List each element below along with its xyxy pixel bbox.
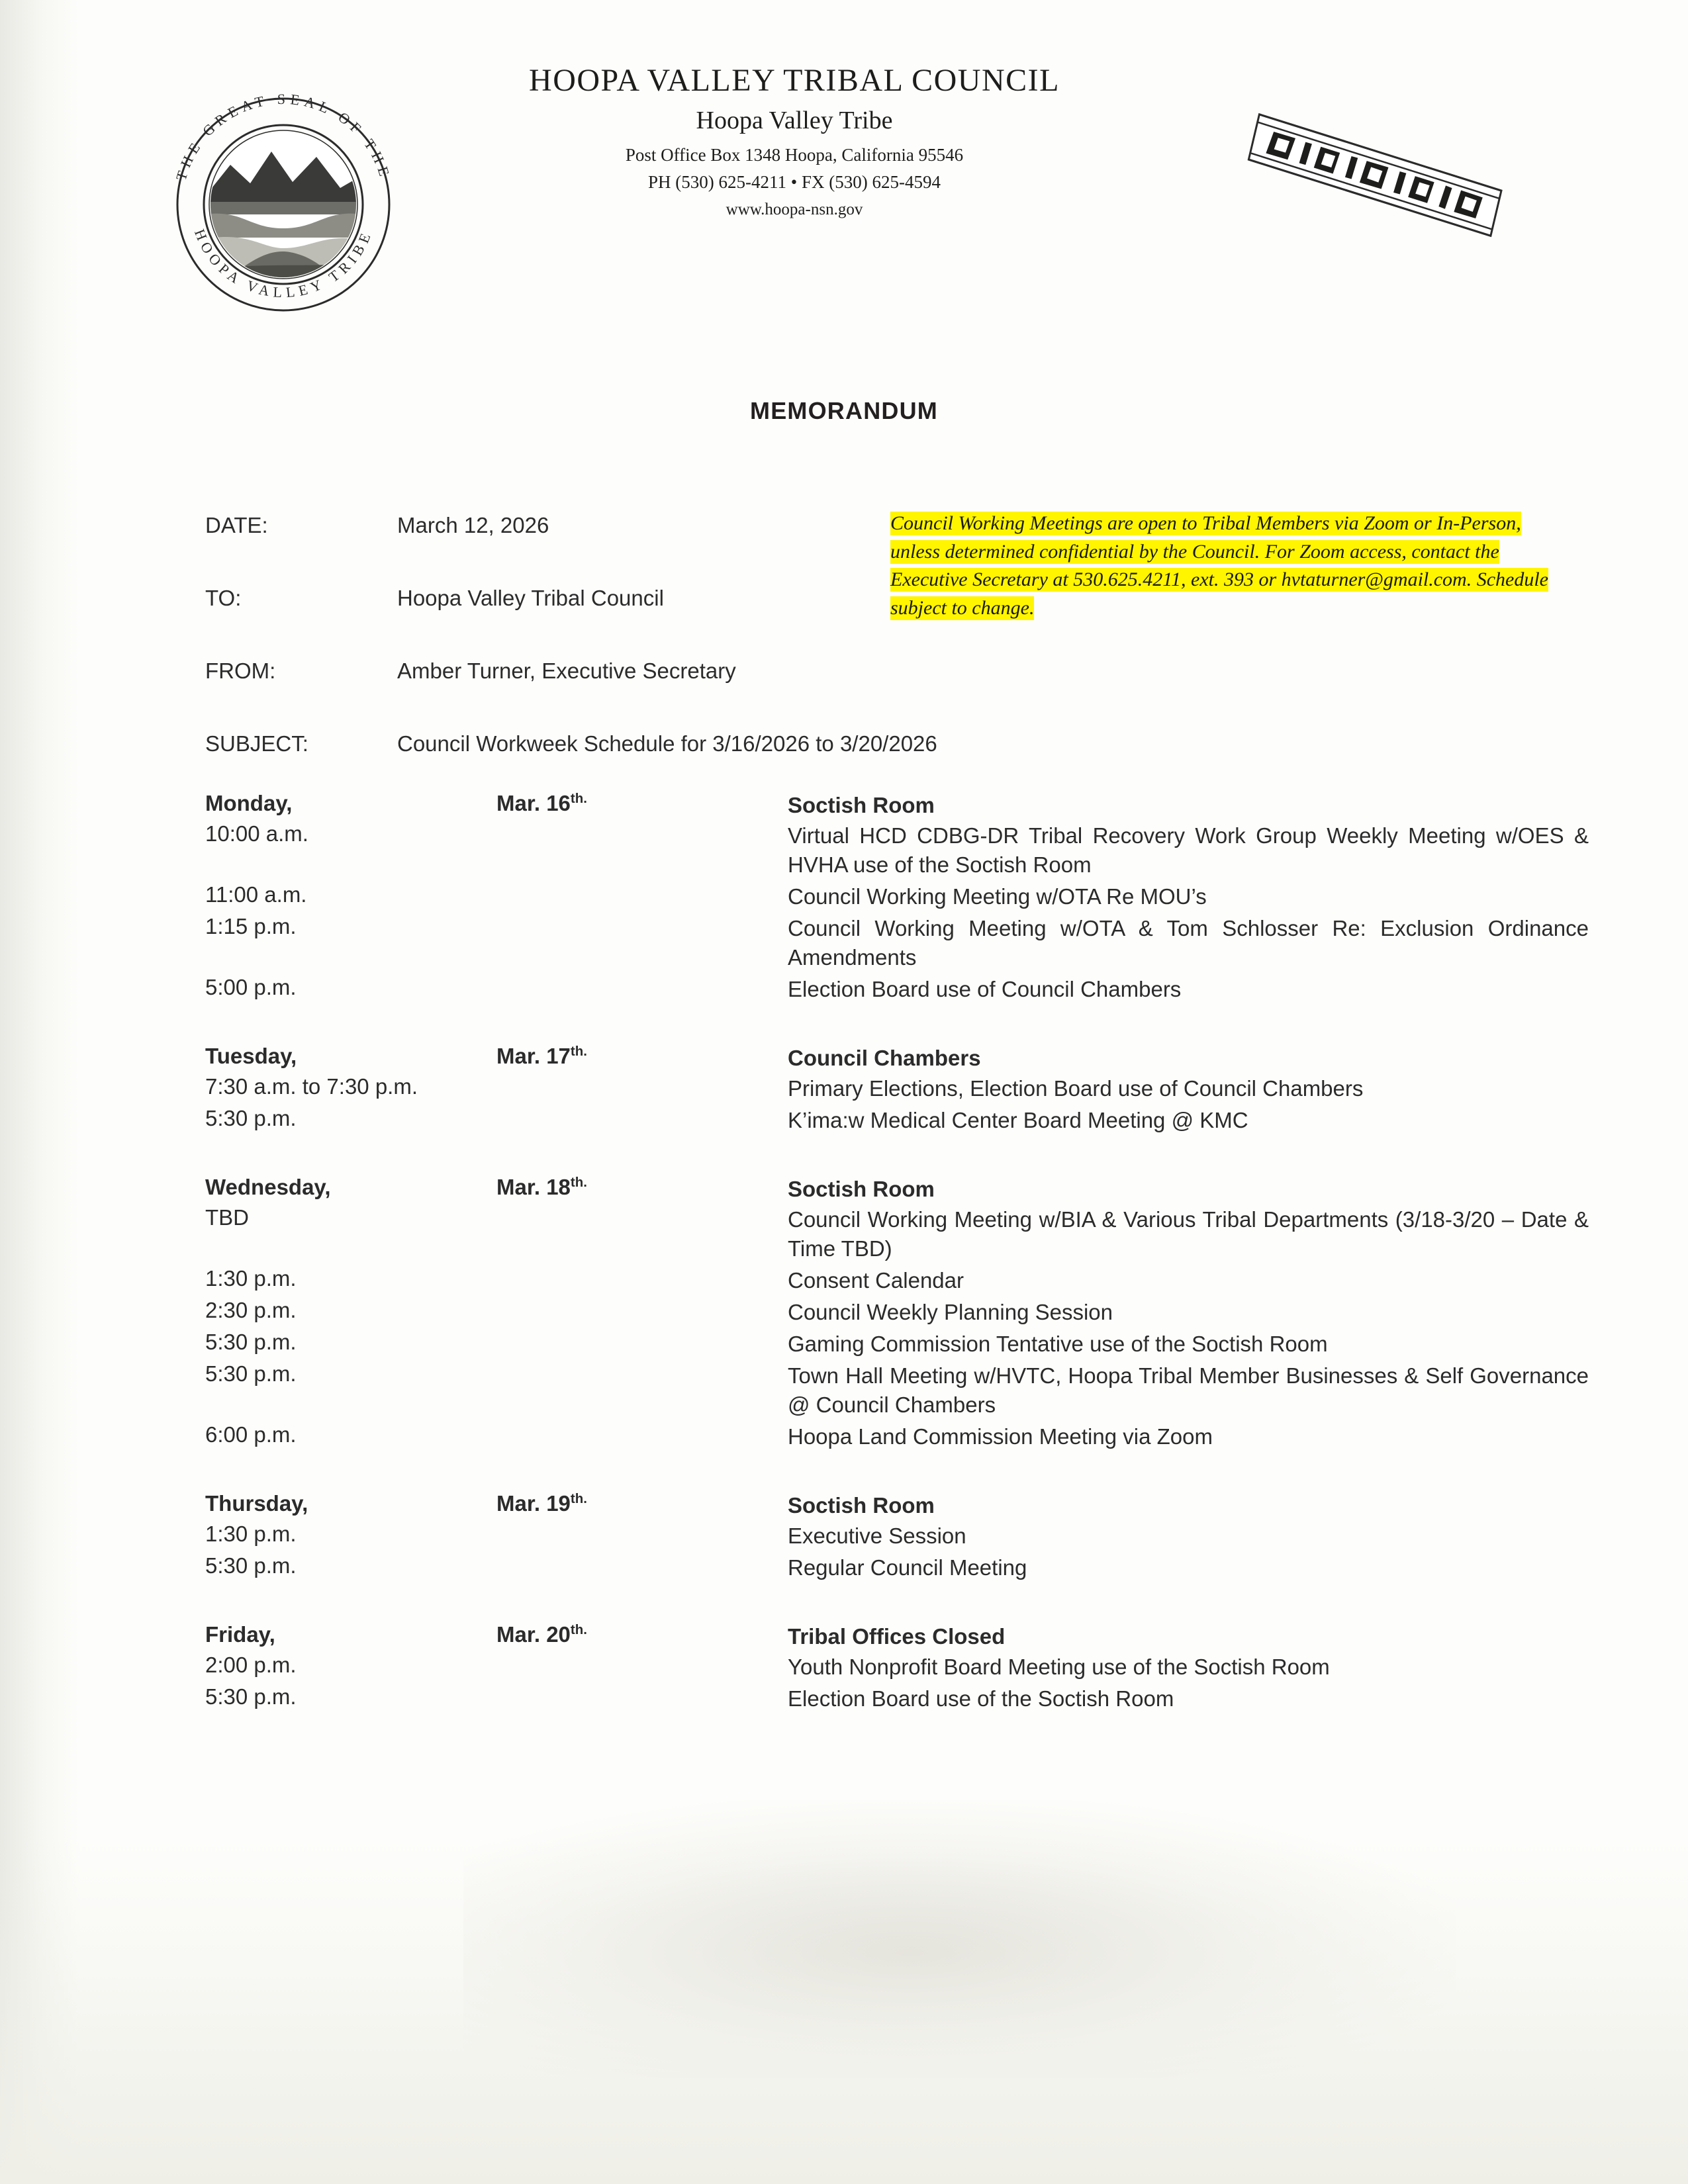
svg-text:THE GREAT SEAL OF THE: THE GREAT SEAL OF THE bbox=[172, 90, 395, 183]
entry-time: 1:30 p.m. bbox=[205, 1266, 297, 1291]
basket-design-icon bbox=[1238, 89, 1516, 255]
day-date: Mar. $20^{th.}$ bbox=[496, 1622, 587, 1647]
org-title: HOOPA VALLEY TRIBAL COUNCIL bbox=[529, 63, 1060, 98]
entry-time: 2:00 p.m. bbox=[205, 1653, 297, 1677]
entry-time: 5:30 p.m. bbox=[205, 1553, 297, 1578]
scan-shading-bottom bbox=[0, 1840, 1688, 2184]
entry-time: 2:30 p.m. bbox=[205, 1298, 297, 1322]
from-value: Amber Turner, Executive Secretary bbox=[397, 659, 736, 683]
day-name: Tuesday, bbox=[205, 1044, 297, 1068]
letterhead bbox=[0, 63, 1688, 301]
day-name: Monday, bbox=[205, 791, 293, 815]
entry-time: 11:00 a.m. bbox=[205, 882, 307, 907]
entry-time: 5:00 p.m. bbox=[205, 975, 297, 999]
entry-time: 1:30 p.m. bbox=[205, 1522, 297, 1546]
entry-description: Youth Nonprofit Board Meeting use of the Soctish Room bbox=[788, 1655, 1330, 1679]
entry-description: Town Hall Meeting w/HVTC, Hoopa Tribal Member Businesses & Self Governance @ Council Chambers bbox=[788, 1363, 1589, 1417]
entry-description: K’ima:w Medical Center Board Meeting @ KMC bbox=[788, 1108, 1248, 1132]
organization-block bbox=[463, 63, 1125, 219]
entry-time: 1:15 p.m. bbox=[205, 914, 297, 938]
entry-time: 7:30 a.m. to 7:30 p.m. bbox=[205, 1074, 418, 1099]
day-name: Friday, bbox=[205, 1622, 275, 1647]
day-date: Mar. $18^{th.}$ bbox=[496, 1175, 587, 1199]
subject-label: SUBJECT: bbox=[205, 731, 308, 756]
entry-time: TBD bbox=[205, 1205, 249, 1230]
entry-description: Virtual HCD CDBG-DR Tribal Recovery Work Group Weekly Meeting w/OES & HVHA use of the Soctish Room bbox=[788, 823, 1589, 877]
day-date: Mar. $19^{th.}$ bbox=[496, 1491, 587, 1516]
day-location: Soctish Room bbox=[788, 793, 935, 817]
entry-description: Council Working Meeting w/BIA & Various Tribal Departments (3/18-3/20 – Date & Time TBD) bbox=[788, 1207, 1589, 1261]
day-location: Soctish Room bbox=[788, 1493, 935, 1518]
day-location: Soctish Room bbox=[788, 1177, 935, 1201]
svg-text:HOOPA VALLEY TRIBE: HOOPA VALLEY TRIBE bbox=[191, 226, 375, 301]
entry-description: Election Board use of Council Chambers bbox=[788, 977, 1182, 1001]
subject-value: Council Workweek Schedule for 3/16/2026 to 3/20/2026 bbox=[397, 731, 937, 756]
entry-description: Council Working Meeting w/OTA & Tom Schlosser Re: Exclusion Ordinance Amendments bbox=[788, 916, 1589, 970]
entry-description: Consent Calendar bbox=[788, 1268, 964, 1293]
date-value: March 12, 2026 bbox=[397, 513, 549, 537]
from-label: FROM: bbox=[205, 659, 276, 683]
entry-time: 10:00 a.m. bbox=[205, 821, 308, 846]
day-location: Tribal Offices Closed bbox=[788, 1624, 1006, 1649]
entry-time: 5:30 p.m. bbox=[205, 1106, 297, 1130]
entry-description: Primary Elections, Election Board use of Council Chambers bbox=[788, 1076, 1364, 1101]
org-website: www.hoopa-nsn.gov bbox=[726, 201, 863, 219]
scan-smudge bbox=[463, 1800, 1456, 2078]
entry-description: Council Working Meeting w/OTA Re MOU’s bbox=[788, 884, 1207, 909]
scan-shading-left bbox=[0, 0, 79, 2184]
org-address: Post Office Box 1348 Hoopa, California 95546 bbox=[625, 145, 964, 165]
entry-description: Gaming Commission Tentative use of the Soctish Room bbox=[788, 1332, 1328, 1356]
entry-time: 6:00 p.m. bbox=[205, 1422, 297, 1447]
page-title: MEMORANDUM bbox=[750, 397, 938, 424]
day-date: Mar. $16^{th.}$ bbox=[496, 791, 587, 815]
day-name: Thursday, bbox=[205, 1491, 308, 1516]
entry-description: Regular Council Meeting bbox=[788, 1555, 1027, 1580]
entry-time: 5:30 p.m. bbox=[205, 1361, 297, 1386]
org-phone-fax: PH (530) 625-4211 • FX (530) 625-4594 bbox=[648, 171, 941, 192]
entry-description: Election Board use of the Soctish Room bbox=[788, 1686, 1174, 1711]
day-location: Council Chambers bbox=[788, 1046, 981, 1070]
tribal-seal-icon bbox=[151, 72, 416, 337]
highlighted-note bbox=[890, 510, 1552, 622]
highlighted-note-text: Council Working Meetings are open to Tribal Members via Zoom or In-Person, unless determined confidential by the Council. For Zoom access, contact the Executive Secretary at 530.625.4211, ext. 393 or hvtaturner@gmail.com. Schedule subject to change. bbox=[890, 512, 1548, 619]
entry-time: 5:30 p.m. bbox=[205, 1330, 297, 1354]
to-label: TO: bbox=[205, 586, 242, 610]
entry-description: Council Weekly Planning Session bbox=[788, 1300, 1113, 1324]
entry-description: Hoopa Land Commission Meeting via Zoom bbox=[788, 1424, 1213, 1449]
to-value: Hoopa Valley Tribal Council bbox=[397, 586, 664, 610]
date-label: DATE: bbox=[205, 513, 268, 537]
entry-time: 5:30 p.m. bbox=[205, 1684, 297, 1709]
org-subtitle: Hoopa Valley Tribe bbox=[696, 106, 893, 134]
entry-description: Executive Session bbox=[788, 1524, 966, 1548]
day-name: Wednesday, bbox=[205, 1175, 331, 1199]
day-date: Mar. $17^{th.}$ bbox=[496, 1044, 587, 1068]
